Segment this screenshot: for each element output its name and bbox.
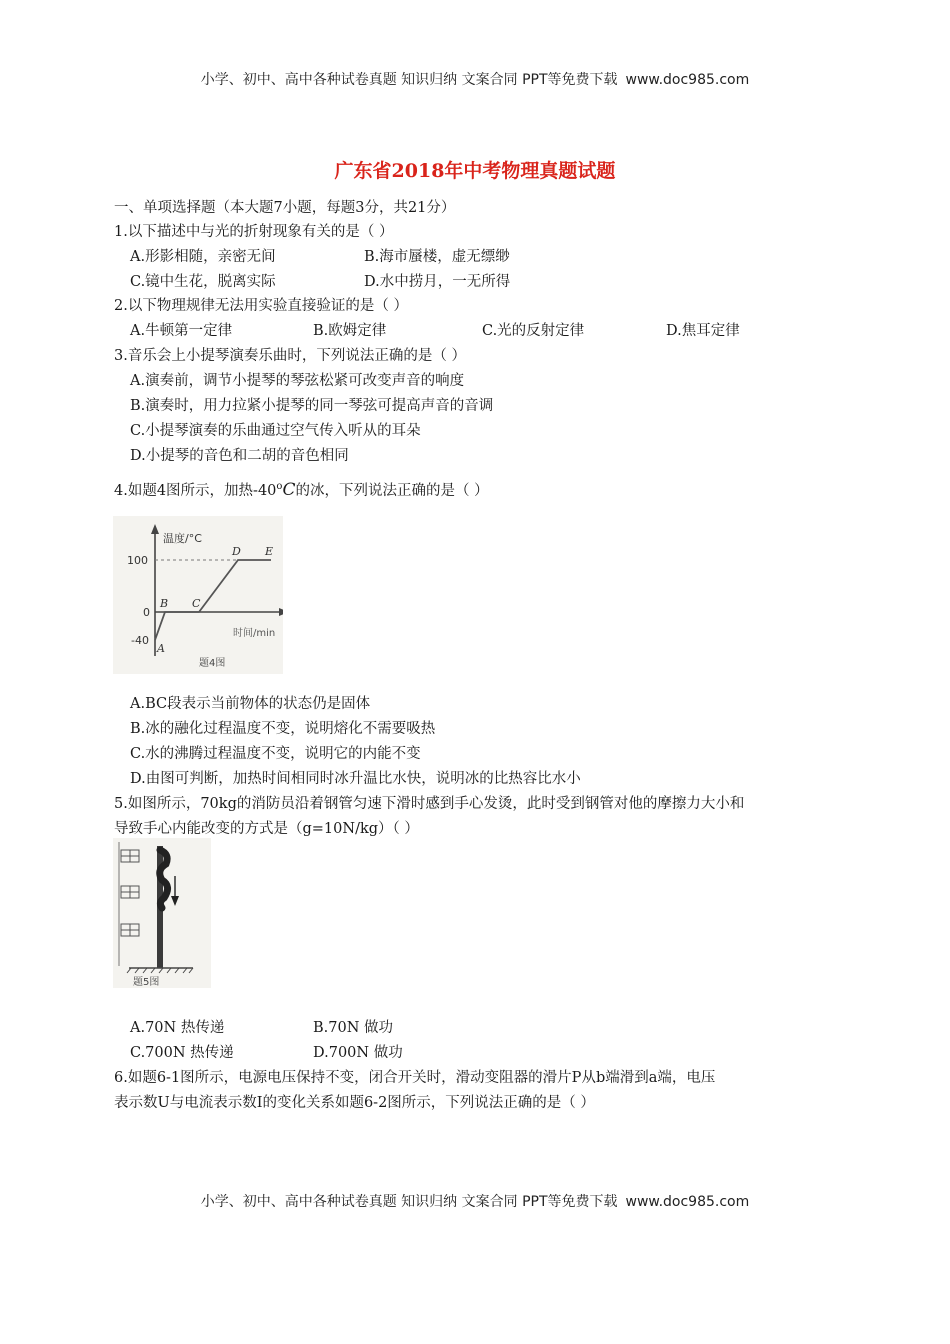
q3-stem: 3.音乐会上小提琴演奏乐曲时，下列说法正确的是（ ） — [114, 348, 466, 364]
q1-option-d: D.水中捞月，一无所得 — [364, 274, 511, 290]
q1-stem: 1.以下描述中与光的折射现象有关的是（ ） — [114, 224, 394, 240]
q6-stem-line1: 6.如题6-1图所示，电源电压保持不变，闭合开关时，滑动变阻器的滑片P从b端滑到a端，电压 — [114, 1070, 716, 1086]
q5-option-d: D.700N 做功 — [313, 1045, 403, 1061]
q4-option-a: A.BC段表示当前物体的状态仍是固体 — [130, 696, 371, 712]
q4-option-c: C.水的沸腾过程温度不变，说明它的内能不变 — [130, 746, 421, 762]
y-axis-label: 温度/°C — [163, 532, 202, 545]
q5-option-b: B.70N 做功 — [313, 1020, 394, 1036]
page-header — [0, 69, 950, 89]
point-e: E — [265, 545, 274, 558]
q5-stem-line2: 导致手心内能改变的方式是（g=10N/kg）（ ） — [114, 821, 419, 837]
q5-stem-line1: 5.如图所示，70kg的消防员沿着钢管匀速下滑时感到手心发烫，此时受到钢管对他的摩擦力大小和 — [114, 796, 745, 812]
q4-stem-post: 的冰，下列说法正确的是（ ） — [295, 482, 489, 499]
header-text: 小学、初中、高中各种试卷真题 知识归纳 文案合同 PPT等免费下载 — [200, 72, 618, 88]
ground-hatch — [127, 968, 193, 973]
header-url[interactable]: www.doc985.com — [625, 72, 750, 88]
q2-option-a: A.牛顿第一定律 — [130, 323, 233, 339]
footer-text: 小学、初中、高中各种试卷真题 知识归纳 文案合同 PPT等免费下载 — [200, 1194, 618, 1210]
y-tick-0: 0 — [143, 606, 150, 619]
q6-stem-line2: 表示数U与电流表示数I的变化关系如题6-2图所示，下列说法正确的是（ ） — [114, 1095, 595, 1111]
q4-unit: C — [282, 479, 296, 500]
q4-stem — [114, 477, 489, 501]
temperature-time-graph — [113, 516, 283, 674]
q4-figure — [113, 516, 283, 674]
q4-stem-pre: 4.如题4图所示，加热-40 — [114, 482, 277, 499]
q2-option-b: B.欧姆定律 — [313, 323, 387, 339]
q2-option-c: C.光的反射定律 — [482, 323, 585, 339]
y-axis-arrow — [151, 524, 159, 534]
q5-figure-caption: 题5图 — [133, 977, 160, 988]
firefighter-pole-diagram — [113, 838, 211, 988]
q3-option-b: B.演奏时，用力拉紧小提琴的同一琴弦可提高声音的音调 — [130, 398, 494, 414]
q1-option-b: B.海市蜃楼，虚无缥缈 — [364, 249, 510, 265]
q3-option-c: C.小提琴演奏的乐曲通过空气传入听从的耳朵 — [130, 423, 421, 439]
q5-option-a: A.70N 热传递 — [130, 1020, 225, 1036]
x-axis-label: 时间/min — [233, 628, 276, 639]
y-tick-100: 100 — [127, 554, 148, 567]
q1-option-c: C.镜中生花，脱离实际 — [130, 274, 276, 290]
q3-option-a: A.演奏前，调节小提琴的琴弦松紧可改变声音的响度 — [130, 373, 465, 389]
page-footer — [0, 1191, 950, 1211]
q2-stem: 2.以下物理规律无法用实验直接验证的是（ ） — [114, 298, 408, 314]
point-b: B — [160, 597, 169, 610]
motion-arrow-head — [171, 896, 179, 906]
q4-figure-caption: 题4图 — [199, 658, 226, 669]
q3-option-d: D.小提琴的音色和二胡的音色相同 — [130, 448, 349, 464]
exam-title: 广东省2018年中考物理真题试题 — [334, 160, 616, 182]
q4-degree: o — [276, 481, 283, 492]
point-a: A — [157, 642, 165, 655]
wall-windows — [121, 850, 139, 936]
q4-option-b: B.冰的融化过程温度不变，说明熔化不需要吸热 — [130, 721, 436, 737]
section-heading: 一、单项选择题（本大题7小题，每题3分，共21分） — [114, 200, 456, 216]
point-c: C — [192, 597, 201, 610]
q5-figure — [113, 838, 211, 988]
q1-option-a: A.形影相随，亲密无间 — [130, 249, 276, 265]
q4-option-d: D.由图可判断，加热时间相同时冰升温比水快，说明冰的比热容比水小 — [130, 771, 581, 787]
footer-url[interactable]: www.doc985.com — [625, 1194, 750, 1210]
q2-option-d: D.焦耳定律 — [666, 323, 740, 339]
y-tick-neg40: -40 — [131, 634, 149, 647]
point-d: D — [232, 545, 241, 558]
q5-option-c: C.700N 热传递 — [130, 1045, 234, 1061]
x-axis-arrow — [279, 608, 283, 616]
